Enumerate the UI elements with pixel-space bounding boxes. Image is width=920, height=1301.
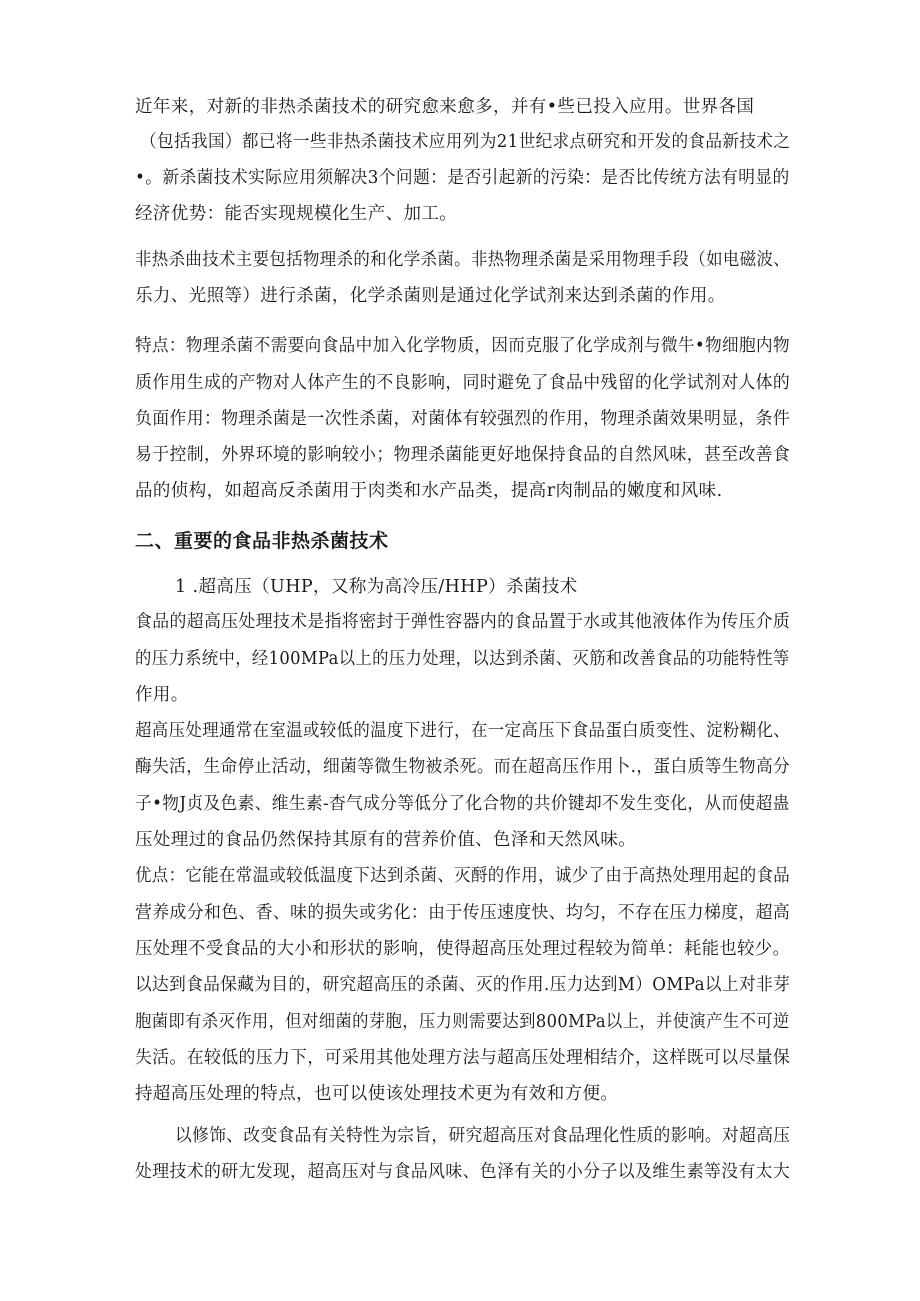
paragraph-8-line-3: 失活。在较低的压力下，可采用其他处理方法与超高压处理相结介，这样既可以尽量保 <box>135 1048 791 1068</box>
paragraph-1-line-4: 经济优势：能否实现规模化生产、加工。 <box>135 204 458 224</box>
paragraph-7-line-3: 压处理不受食品的大小和形状的影响，使得超高压处理过程较为简单：耗能也较少。 <box>135 939 791 959</box>
paragraph-5-line-1: 食品的超高压处理技术是指将密封于弹性容器内的食品置于水或其他液体作为传压介质 <box>135 612 791 632</box>
paragraph-5-line-2: 的压力系统中，经100MPa以上的压力处理，以达到杀菌、灭筋和改善食品的功能特性等 <box>135 649 790 669</box>
paragraph-8-line-1: 以达到食品保藏为目的，研究超高压的杀菌、灭的作用.压力达到M）OMPa以上对非芽 <box>135 975 791 995</box>
paragraph-6-line-3: 子•物J贞及色素、维生素-杳气成分等低分了化合物的共价键却不发生变化，从而使超蛊 <box>135 794 790 814</box>
subsection-heading: 1 .超高压（UHP，又称为高冷压/HHP）杀菌技术 <box>175 577 578 597</box>
paragraph-5-line-3: 作用。 <box>135 685 189 705</box>
paragraph-6-line-1: 超高压处理通常在室温或较低的温度下进行，在一定高压下食品蛋白质变性、淀粉糊化、 <box>135 721 791 741</box>
paragraph-3-line-5: 品的侦构，如超高反杀菌用于肉类和水产品类，提高r肉制品的嫩度和风味. <box>135 481 723 501</box>
paragraph-9-line-1: 以修饰、改变食品有关特性为宗旨，研究超高压对食品理化性质的影响。对超高压 <box>175 1126 791 1146</box>
paragraph-3-line-2: 质作用生成的产物对人体产生的不良影响，同时避免了食品中残留的化学试剂对人体的 <box>135 373 791 393</box>
paragraph-2-line-1: 非热杀曲技术主要包括物理杀的和化学杀菌。非热物理杀菌是采用物理手段（如电磁波、 <box>135 250 791 270</box>
section-heading: 二、重要的食品非热杀菌技术 <box>135 530 389 552</box>
paragraph-1-line-3: •。新杀菌技术实际应用须解决3个问题：是否引起新的污染：是否比传统方法有明显的 <box>135 168 790 188</box>
paragraph-3-line-4: 易于控制，外界环境的影响较小；物理杀菌能更好地保持食品的自然风味，甚至改善食 <box>135 445 791 465</box>
paragraph-1-line-2: （包括我国）都已将一些非热杀菌技术应用列为21世纪求点研究和开发的食品新技术之 <box>140 132 791 152</box>
paragraph-2-line-2: 乐力、光照等）进行杀菌，化学杀菌则是通过化学试剂来达到杀菌的作用。 <box>135 286 726 306</box>
paragraph-7-line-2: 营养成分和色、香、味的损失或劣化：由于传压速度快、均匀，不存在压力梯度，超高 <box>135 903 791 923</box>
paragraph-6-line-4: 压处理过的食品仍然保持其原有的营养价值、色泽和天然风味。 <box>135 830 637 850</box>
paragraph-8-line-4: 持超高压处理的特点，也可以使该处理技术更为有效和方便。 <box>135 1084 619 1104</box>
paragraph-9-line-2: 处理技术的研尢发现，超高压对与食品风味、色泽有关的小分子以及维生素等没有太大 <box>135 1162 791 1182</box>
paragraph-8-line-2: 胞菌即有杀灭作用，但对细菌的芽胞，压力则需要达到800MPa以上，并使演产生不可逆 <box>135 1012 790 1032</box>
paragraph-7-line-1: 优点：它能在常温或较低温度下达到杀菌、灭酹的作用，诚少了由于高热处理用起的食品 <box>135 866 791 886</box>
paragraph-6-line-2: 酶失活，生命停止活动，细菌等微生物被杀死。而在超高压作用卜.，蛋白质等生物高分 <box>135 757 791 777</box>
paragraph-3-line-1: 特点：物理杀菌不需要向食品中加入化学物质，因而克服了化学成剂与微牛•物细胞内物 <box>135 336 790 356</box>
paragraph-3-line-3: 负面作用：物理杀菌是一次性杀菌，对菌体有较强烈的作用，物理杀菌效果明显，条件 <box>135 409 791 429</box>
paragraph-1-line-1: 近年来，对新的非热杀菌技术的研究愈来愈多，并有•些已投入应用。世界各国 <box>135 97 755 117</box>
